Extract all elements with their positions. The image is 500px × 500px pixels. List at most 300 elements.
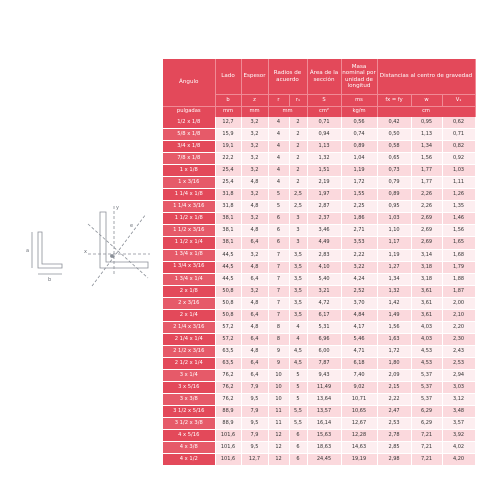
cell-v1: 4,02: [442, 442, 475, 454]
cell-lado: 101,6: [215, 454, 241, 466]
cell-radio-r1: 3,5: [289, 261, 307, 273]
table-row: [163, 345, 475, 357]
cell-radio-r1: 5: [289, 369, 307, 381]
cell-area: 4,72: [307, 297, 341, 309]
cell-area: 1,13: [307, 141, 341, 153]
unit-distancias: cm: [377, 107, 475, 118]
cell-v1: 0,71: [442, 129, 475, 141]
cell-lado: 44,5: [215, 249, 241, 261]
cell-w: 0,95: [411, 117, 442, 129]
subheader-fx: fx = fy: [377, 95, 411, 107]
cell-radio-r1: 2,5: [289, 201, 307, 213]
cell-w: 3,18: [411, 261, 442, 273]
cell-angle-size: 1 3/4 x 1/4: [163, 273, 215, 285]
cell-masa: 4,24: [341, 273, 377, 285]
cell-area: 0,94: [307, 129, 341, 141]
cell-v1: 1,68: [442, 249, 475, 261]
cell-masa: 9,02: [341, 382, 377, 394]
cell-angle-size: 3/4 x 1/8: [163, 141, 215, 153]
cell-masa: 19,19: [341, 454, 377, 466]
cell-radio-r1: 5: [289, 394, 307, 406]
cell-masa: 2,52: [341, 285, 377, 297]
cell-angle-size: 1 3/4 x 1/8: [163, 249, 215, 261]
header-masa: Masa nominal por unidad de longitud: [341, 59, 377, 95]
cell-area: 6,00: [307, 345, 341, 357]
cell-radio-r: 10: [268, 369, 289, 381]
cell-lado: 88,9: [215, 418, 241, 430]
properties-table-wrapper: [163, 59, 475, 463]
cell-w: 1,56: [411, 153, 442, 165]
diagram-label-e: e: [130, 223, 134, 229]
cell-angle-size: 3 x 3/8: [163, 394, 215, 406]
header-radios: Radios de acuerdo: [268, 59, 307, 95]
cell-w: 2,26: [411, 201, 442, 213]
angle-axis-diagonal-2: [88, 224, 148, 278]
cell-espesor: 7,9: [241, 430, 268, 442]
cell-masa: 14,63: [341, 442, 377, 454]
cell-espesor: 3,2: [241, 285, 268, 297]
cell-radio-r1: 2: [289, 153, 307, 165]
cell-w: 2,69: [411, 225, 442, 237]
cell-lado: 15,9: [215, 129, 241, 141]
cell-angle-size: 4 x 1/2: [163, 454, 215, 466]
table-row: [163, 418, 475, 430]
cell-lado: 76,2: [215, 369, 241, 381]
cell-area: 1,51: [307, 165, 341, 177]
cell-v1: 4,20: [442, 454, 475, 466]
table-row: [163, 237, 475, 249]
cell-w: 5,37: [411, 394, 442, 406]
cell-masa: 10,65: [341, 406, 377, 418]
cell-espesor: 3,2: [241, 117, 268, 129]
cell-masa: 12,67: [341, 418, 377, 430]
unit-area: cm²: [307, 107, 341, 118]
cell-angle-size: 3 1/2 x 3/8: [163, 418, 215, 430]
subheader-r: r: [268, 95, 289, 107]
cell-fx: 2,47: [377, 406, 411, 418]
cell-lado: 101,6: [215, 442, 241, 454]
cell-v1: 2,94: [442, 369, 475, 381]
diagram-label-b: b: [48, 277, 52, 283]
cell-lado: 57,2: [215, 321, 241, 333]
table-row: [163, 273, 475, 285]
cell-w: 4,03: [411, 333, 442, 345]
cell-angle-size: 1 1/4 x 3/16: [163, 201, 215, 213]
cell-lado: 50,8: [215, 309, 241, 321]
header-espesor: Espesor: [241, 59, 268, 95]
cell-espesor: 12,7: [241, 454, 268, 466]
cell-espesor: 9,5: [241, 418, 268, 430]
cell-fx: 0,73: [377, 165, 411, 177]
cell-lado: 101,6: [215, 430, 241, 442]
cell-masa: 3,22: [341, 261, 377, 273]
cell-v1: 1,35: [442, 201, 475, 213]
cell-w: 7,21: [411, 454, 442, 466]
cell-radio-r: 4: [268, 177, 289, 189]
cell-lado: 63,5: [215, 357, 241, 369]
subheader-z: z: [241, 95, 268, 107]
cell-radio-r: 12: [268, 442, 289, 454]
cell-fx: 2,22: [377, 394, 411, 406]
cell-area: 2,87: [307, 201, 341, 213]
subheader-ms: ms: [341, 95, 377, 107]
cell-espesor: 6,4: [241, 357, 268, 369]
cell-espesor: 4,8: [241, 345, 268, 357]
table-row: [163, 309, 475, 321]
cell-radio-r1: 6: [289, 442, 307, 454]
cell-v1: 3,57: [442, 418, 475, 430]
header-angulo: Ángulo: [163, 59, 215, 107]
cell-area: 2,19: [307, 177, 341, 189]
cell-area: 4,49: [307, 237, 341, 249]
subheader-s: S: [307, 95, 341, 107]
cell-lado: 76,2: [215, 382, 241, 394]
cell-masa: 1,04: [341, 153, 377, 165]
cell-fx: 1,19: [377, 249, 411, 261]
cell-espesor: 4,8: [241, 297, 268, 309]
cell-radio-r: 6: [268, 213, 289, 225]
cell-angle-size: 2 x 1/4: [163, 309, 215, 321]
cell-lado: 19,1: [215, 141, 241, 153]
cell-angle-size: 1 1/2 x 1/8: [163, 213, 215, 225]
cell-fx: 2,98: [377, 454, 411, 466]
cell-fx: 0,50: [377, 129, 411, 141]
cell-angle-size: 1 1/2 x 3/16: [163, 225, 215, 237]
table-row: [163, 442, 475, 454]
cell-masa: 10,71: [341, 394, 377, 406]
cell-masa: 1,72: [341, 177, 377, 189]
cell-angle-size: 2 x 1/8: [163, 285, 215, 297]
cell-radio-r: 10: [268, 394, 289, 406]
unit-pulgadas: pulgadas: [163, 107, 215, 118]
cell-masa: 1,19: [341, 165, 377, 177]
cell-w: 2,26: [411, 189, 442, 201]
cell-radio-r: 7: [268, 261, 289, 273]
cell-area: 18,63: [307, 442, 341, 454]
cell-radio-r: 11: [268, 406, 289, 418]
cell-w: 4,03: [411, 321, 442, 333]
cell-radio-r1: 2: [289, 165, 307, 177]
cell-radio-r1: 3,5: [289, 285, 307, 297]
cell-angle-size: 3 x 1/4: [163, 369, 215, 381]
diagram-label-a: a: [26, 248, 30, 254]
table-row: [163, 225, 475, 237]
cell-espesor: 4,8: [241, 201, 268, 213]
table-row: [163, 261, 475, 273]
diagram-label-y: y: [116, 205, 119, 211]
cell-v1: 3,92: [442, 430, 475, 442]
cell-radio-r1: 2: [289, 117, 307, 129]
table-row: [163, 430, 475, 442]
cell-masa: 7,40: [341, 369, 377, 381]
cell-radio-r: 9: [268, 345, 289, 357]
cell-fx: 1,80: [377, 357, 411, 369]
cell-lado: 57,2: [215, 333, 241, 345]
properties-table: [163, 59, 476, 466]
cell-angle-size: 1 x 1/8: [163, 165, 215, 177]
cell-lado: 44,5: [215, 273, 241, 285]
cell-radio-r: 5: [268, 189, 289, 201]
cell-w: 4,53: [411, 357, 442, 369]
cell-angle-size: 1 1/2 x 1/4: [163, 237, 215, 249]
cell-radio-r: 11: [268, 418, 289, 430]
cell-w: 3,14: [411, 249, 442, 261]
cell-w: 3,61: [411, 309, 442, 321]
table-row: [163, 297, 475, 309]
table-row: [163, 153, 475, 165]
cell-lado: 31,8: [215, 201, 241, 213]
cell-fx: 0,79: [377, 177, 411, 189]
cell-w: 1,77: [411, 177, 442, 189]
cell-angle-size: 3 x 5/16: [163, 382, 215, 394]
cell-radio-r: 6: [268, 225, 289, 237]
cell-radio-r1: 5: [289, 382, 307, 394]
cell-radio-r: 4: [268, 141, 289, 153]
cell-v1: 1,11: [442, 177, 475, 189]
cell-radio-r1: 5,5: [289, 418, 307, 430]
cell-fx: 1,10: [377, 225, 411, 237]
cell-v1: 2,30: [442, 333, 475, 345]
cell-radio-r1: 6: [289, 454, 307, 466]
cell-fx: 0,42: [377, 117, 411, 129]
unit-radios: mm: [268, 107, 307, 118]
cell-espesor: 6,4: [241, 273, 268, 285]
cell-espesor: 6,4: [241, 237, 268, 249]
cell-masa: 1,55: [341, 189, 377, 201]
cell-v1: 2,00: [442, 297, 475, 309]
cell-radio-r: 7: [268, 285, 289, 297]
cell-espesor: 9,5: [241, 394, 268, 406]
cell-masa: 3,70: [341, 297, 377, 309]
cell-area: 15,63: [307, 430, 341, 442]
cell-fx: 1,17: [377, 237, 411, 249]
cell-angle-size: 1 x 3/16: [163, 177, 215, 189]
cell-espesor: 9,5: [241, 442, 268, 454]
cell-radio-r1: 4,5: [289, 345, 307, 357]
cell-lado: 44,5: [215, 261, 241, 273]
cell-espesor: 4,8: [241, 177, 268, 189]
cell-w: 1,34: [411, 141, 442, 153]
unit-espesor: mm: [241, 107, 268, 118]
cell-area: 6,17: [307, 309, 341, 321]
cell-radio-r1: 4: [289, 321, 307, 333]
cell-v1: 1,46: [442, 213, 475, 225]
table-row: [163, 249, 475, 261]
cell-masa: 0,56: [341, 117, 377, 129]
cell-v1: 2,10: [442, 309, 475, 321]
cell-v1: 2,20: [442, 321, 475, 333]
cell-w: 2,69: [411, 237, 442, 249]
cell-area: 5,31: [307, 321, 341, 333]
cell-espesor: 3,2: [241, 153, 268, 165]
cell-fx: 0,89: [377, 189, 411, 201]
cell-radio-r1: 3: [289, 237, 307, 249]
cell-radio-r: 5: [268, 201, 289, 213]
cell-radio-r: 9: [268, 357, 289, 369]
cell-fx: 2,53: [377, 418, 411, 430]
cell-radio-r1: 3: [289, 213, 307, 225]
cell-radio-r: 7: [268, 309, 289, 321]
cell-radio-r: 7: [268, 273, 289, 285]
cell-fx: 1,49: [377, 309, 411, 321]
cell-area: 3,21: [307, 285, 341, 297]
cell-masa: 12,28: [341, 430, 377, 442]
cell-area: 11,49: [307, 382, 341, 394]
cell-radio-r1: 2: [289, 141, 307, 153]
cell-w: 3,61: [411, 285, 442, 297]
cell-radio-r: 7: [268, 249, 289, 261]
cell-lado: 76,2: [215, 394, 241, 406]
cell-angle-size: 2 1/4 x 1/4: [163, 333, 215, 345]
cell-radio-r: 8: [268, 333, 289, 345]
cell-lado: 88,9: [215, 406, 241, 418]
cell-v1: 1,56: [442, 225, 475, 237]
unit-masa: kg/m: [341, 107, 377, 118]
cell-v1: 2,43: [442, 345, 475, 357]
cell-area: 7,87: [307, 357, 341, 369]
cell-area: 13,57: [307, 406, 341, 418]
cell-radio-r1: 2: [289, 129, 307, 141]
table-row: [163, 213, 475, 225]
cell-area: 13,64: [307, 394, 341, 406]
cell-lado: 22,2: [215, 153, 241, 165]
cell-angle-size: 1 3/4 x 3/16: [163, 261, 215, 273]
cell-espesor: 3,2: [241, 189, 268, 201]
cell-masa: 3,53: [341, 237, 377, 249]
cell-area: 1,97: [307, 189, 341, 201]
cell-espesor: 4,8: [241, 261, 268, 273]
cell-area: 5,40: [307, 273, 341, 285]
cell-masa: 0,74: [341, 129, 377, 141]
cell-radio-r1: 5,5: [289, 406, 307, 418]
unit-lado: mm: [215, 107, 241, 118]
header-lado: Lado: [215, 59, 241, 95]
cell-v1: 3,48: [442, 406, 475, 418]
cell-radio-r1: 3,5: [289, 297, 307, 309]
cell-masa: 4,71: [341, 345, 377, 357]
table-row: [163, 201, 475, 213]
cell-fx: 1,03: [377, 213, 411, 225]
cell-lado: 50,8: [215, 285, 241, 297]
cell-area: 24,45: [307, 454, 341, 466]
cell-radio-r: 12: [268, 430, 289, 442]
table-row: [163, 285, 475, 297]
cell-radio-r: 4: [268, 117, 289, 129]
cell-v1: 0,62: [442, 117, 475, 129]
cell-masa: 0,89: [341, 141, 377, 153]
cell-v1: 1,79: [442, 261, 475, 273]
cell-masa: 4,84: [341, 309, 377, 321]
subheader-b: b: [215, 95, 241, 107]
cell-fx: 1,72: [377, 345, 411, 357]
table-row: [163, 141, 475, 153]
cell-lado: 25,4: [215, 165, 241, 177]
cell-lado: 31,8: [215, 189, 241, 201]
cell-espesor: 3,2: [241, 129, 268, 141]
table-row: [163, 129, 475, 141]
cell-w: 7,21: [411, 442, 442, 454]
header-distancias: Distancias al centro de gravedad: [377, 59, 475, 95]
cell-w: 1,77: [411, 165, 442, 177]
cell-radio-r: 4: [268, 153, 289, 165]
cell-fx: 1,27: [377, 261, 411, 273]
subheader-v1: V₁: [442, 95, 475, 107]
table-row: [163, 382, 475, 394]
cell-masa: 4,17: [341, 321, 377, 333]
cell-lado: 63,5: [215, 345, 241, 357]
cell-fx: 0,95: [377, 201, 411, 213]
cell-espesor: 3,2: [241, 249, 268, 261]
cell-area: 6,96: [307, 333, 341, 345]
cell-radio-r: 8: [268, 321, 289, 333]
cell-radio-r1: 3,5: [289, 273, 307, 285]
cell-lado: 38,1: [215, 237, 241, 249]
cell-espesor: 4,8: [241, 321, 268, 333]
cell-angle-size: 5/8 x 1/8: [163, 129, 215, 141]
cell-espesor: 3,2: [241, 141, 268, 153]
table-row: [163, 321, 475, 333]
cell-fx: 1,34: [377, 273, 411, 285]
cell-radio-r: 6: [268, 237, 289, 249]
table-row: [163, 177, 475, 189]
cell-v1: 1,26: [442, 189, 475, 201]
cell-espesor: 6,4: [241, 309, 268, 321]
cell-w: 3,18: [411, 273, 442, 285]
centroid-marker: [111, 255, 114, 258]
cell-angle-size: 4 x 5/16: [163, 430, 215, 442]
cell-masa: 2,71: [341, 225, 377, 237]
cell-angle-size: 2 1/2 x 1/4: [163, 357, 215, 369]
cell-v1: 1,88: [442, 273, 475, 285]
table-row: [163, 333, 475, 345]
cell-w: 5,37: [411, 369, 442, 381]
cell-espesor: 6,4: [241, 369, 268, 381]
cell-fx: 1,32: [377, 285, 411, 297]
table-row: [163, 357, 475, 369]
cell-lado: 38,1: [215, 213, 241, 225]
cell-v1: 3,12: [442, 394, 475, 406]
cell-w: 1,13: [411, 129, 442, 141]
cell-angle-size: 2 x 3/16: [163, 297, 215, 309]
cell-radio-r: 7: [268, 297, 289, 309]
cell-area: 9,43: [307, 369, 341, 381]
cell-v1: 0,82: [442, 141, 475, 153]
cell-lado: 38,1: [215, 225, 241, 237]
cell-fx: 1,63: [377, 333, 411, 345]
cell-radio-r1: 6: [289, 430, 307, 442]
subheader-w: w: [411, 95, 442, 107]
cell-fx: 2,85: [377, 442, 411, 454]
table-row: [163, 369, 475, 381]
cell-v1: 3,03: [442, 382, 475, 394]
cell-radio-r: 12: [268, 454, 289, 466]
cell-angle-size: 2 1/2 x 3/16: [163, 345, 215, 357]
table-row: [163, 454, 475, 466]
cell-radio-r1: 4,5: [289, 357, 307, 369]
cell-lado: 25,4: [215, 177, 241, 189]
cell-fx: 1,42: [377, 297, 411, 309]
cell-v1: 1,87: [442, 285, 475, 297]
cell-radio-r1: 3: [289, 225, 307, 237]
cell-angle-size: 1 1/4 x 1/8: [163, 189, 215, 201]
cell-area: 2,83: [307, 249, 341, 261]
cell-masa: 6,18: [341, 357, 377, 369]
cell-espesor: 7,9: [241, 406, 268, 418]
cell-v1: 0,92: [442, 153, 475, 165]
cell-area: 1,32: [307, 153, 341, 165]
cell-area: 4,10: [307, 261, 341, 273]
cell-w: 7,21: [411, 430, 442, 442]
